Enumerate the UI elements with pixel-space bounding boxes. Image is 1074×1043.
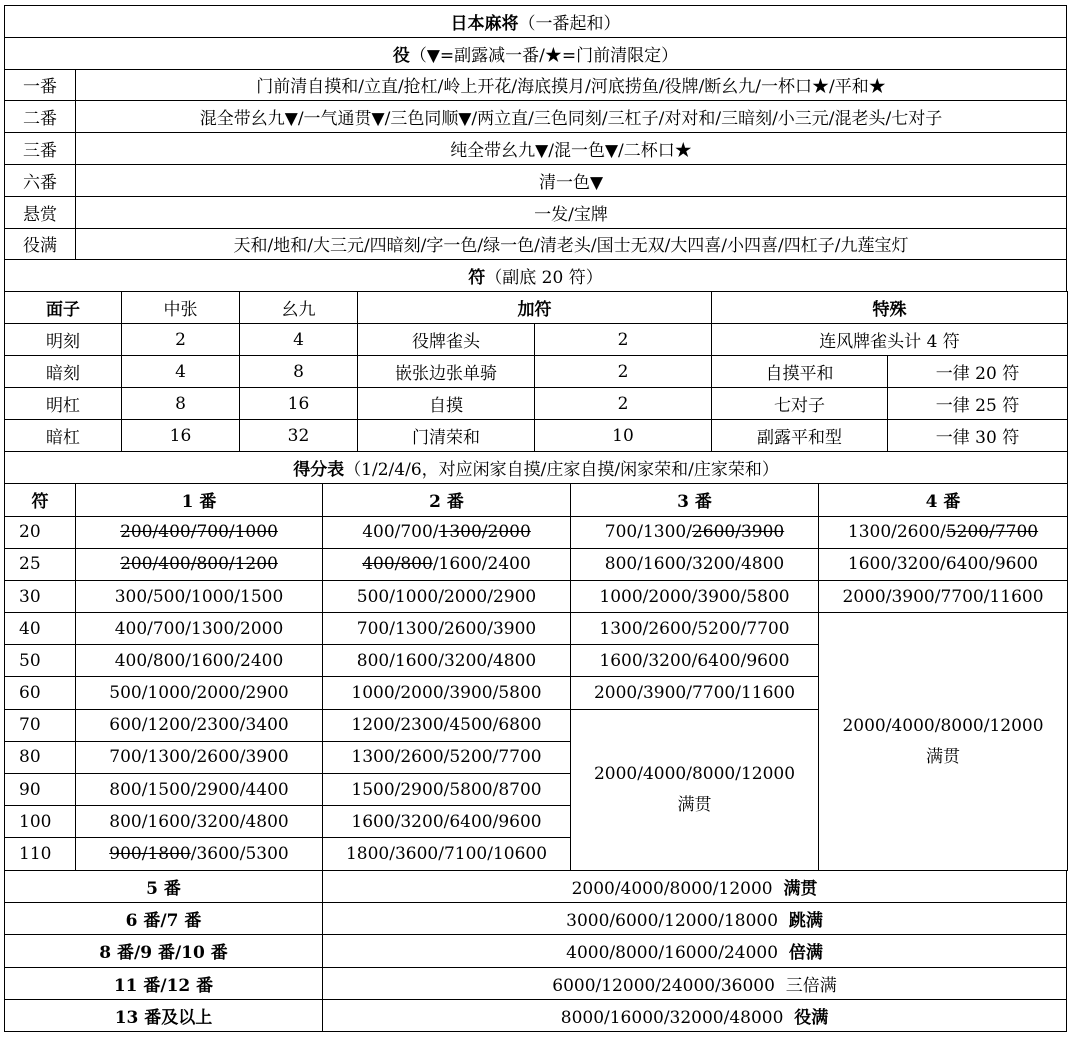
score-cell: 1800/3600/7100/10600 [323,838,571,870]
teshu-label: 七对子 [712,388,888,420]
mangan-label: 满贯 [926,746,960,767]
score-cell: 800/1500/2900/4400 [76,774,323,806]
yaojiu-value: 8 [240,356,358,388]
fu-row [5,356,1068,388]
yaku-label: 二番 [5,101,76,133]
fu-col-header-row [5,292,1068,324]
fu-value: 80 [5,741,76,773]
limit-value-cell: 2000/4000/8000/12000 满贯 [323,870,1067,902]
limit-value-cell: 6000/12000/24000/36000 三倍满 [323,967,1067,999]
yaku-label: 三番 [5,133,76,165]
yaku-header: 役（▼=副露减一番/★=门前清限定） [5,37,1067,69]
jiafu-value: 10 [535,420,712,452]
invalid-score: 5200/7700 [945,522,1039,543]
yaku-list: 门前清自摸和/立直/抢杠/岭上开花/海底摸月/河底捞鱼/役牌/断幺九/一杯口★/平和★ [76,69,1067,101]
score-cell [76,548,323,580]
limit-row [5,967,1067,999]
score-row-25 [5,548,1068,580]
invalid-score: 200/400/700/1000 [120,522,278,543]
teshu-value: 一律 25 符 [888,388,1068,420]
jiafu-value: 2 [535,356,712,388]
invalid-score: 400/800 [362,554,433,575]
score-cell: 800/1600/3200/4800 [76,806,323,838]
zhongzhang-value: 4 [122,356,240,388]
yaojiu-value: 4 [240,324,358,356]
teshu-value: 一律 20 符 [888,356,1068,388]
jiafu-label: 役牌雀头 [358,324,535,356]
score-cell: 2000/3900/7700/11600 [819,580,1068,612]
yaku-row-bonus [5,196,1067,228]
limit-label: 13 番及以上 [5,999,323,1031]
score-cell: 300/500/1000/1500 [76,580,323,612]
fu-value: 25 [5,548,76,580]
limit-row [5,999,1067,1031]
mangan-label: 满贯 [677,795,712,816]
fu-value: 110 [5,838,76,870]
score-cell: 800/1600/3200/4800 [571,548,819,580]
invalid-score: 900/1800 [109,844,191,865]
col-header-mianzi: 面子 [5,292,122,324]
mianzi-label: 明杠 [5,388,122,420]
zhongzhang-value: 2 [122,324,240,356]
yaku-row-6han [5,164,1067,196]
score-row-20 [5,516,1068,548]
mangan-value: 2000/4000/8000/12000 [593,764,796,785]
page-title: 日本麻将（一番起和） [5,6,1067,38]
yaku-list: 天和/地和/大三元/四暗刻/字一色/绿一色/清老头/国士无双/大四喜/小四喜/四杠子/九莲宝灯 [76,228,1067,260]
yaku-list: 纯全带幺九▼/混一色▼/二杯口★ [76,133,1067,165]
score-table [4,451,1068,870]
yaku-list: 清一色▼ [76,164,1067,196]
score-cell: 1600/3200/6400/9600 [323,806,571,838]
score-cell: 1600/3200/6400/9600 [819,548,1068,580]
limit-value-cell: 8000/16000/32000/48000 役满 [323,999,1067,1031]
score-cell: 400/800/1600/2400 [76,645,323,677]
yaku-list: 混全带幺九▼/一气通贯▼/三色同顺▼/两立直/三色同刻/三杠子/对对和/三暗刻/小三元/混老头/七对子 [76,101,1067,133]
fu-value: 50 [5,645,76,677]
invalid-score: 2600/3900 [691,522,785,543]
mianzi-label: 明刻 [5,324,122,356]
limit-value-cell: 3000/6000/12000/18000 跳满 [323,902,1067,934]
score-cell: 400/800/1600/2400 [323,548,571,580]
score-cell: 400/700/1300/2000 [76,613,323,645]
jiafu-label: 门清荣和 [358,420,535,452]
fu-header: 符（副底 20 符） [5,260,1067,292]
fu-table [4,291,1068,452]
fu-value: 90 [5,774,76,806]
fu-value: 20 [5,516,76,548]
yaku-label: 役满 [5,228,76,260]
limit-label: 11 番/12 番 [5,967,323,999]
yaku-header-row [5,37,1067,69]
fu-value: 60 [5,677,76,709]
teshu-label: 副露平和型 [712,420,888,452]
title-row [5,6,1067,38]
col-header-jiafu: 加符 [358,292,712,324]
teshu-value: 一律 30 符 [888,420,1068,452]
fu-row [5,324,1068,356]
yaku-table [4,5,1067,292]
yaojiu-value: 32 [240,420,358,452]
mangan-cell-han4 [819,613,1068,871]
score-col-header-row [5,484,1068,516]
score-cell: 500/1000/2000/2900 [323,580,571,612]
score-cell: 700/1300/2600/3900 [76,741,323,773]
score-cell: 900/1800/3600/5300 [76,838,323,870]
col-header-han1: 1 番 [76,484,323,516]
score-cell: 800/1600/3200/4800 [323,645,571,677]
limit-label: 6 番/7 番 [5,902,323,934]
score-cell: 1500/2900/5800/8700 [323,774,571,806]
score-cell: 1000/2000/3900/5800 [571,580,819,612]
zhongzhang-value: 8 [122,388,240,420]
yaojiu-value: 16 [240,388,358,420]
score-cell: 1300/2600/5200/7700 [819,516,1068,548]
yaku-label: 六番 [5,164,76,196]
mianzi-label: 暗杠 [5,420,122,452]
teshu-text: 连风牌雀头计 4 符 [712,324,1068,356]
limit-row [5,902,1067,934]
score-cell: 1200/2300/4500/6800 [323,709,571,741]
fu-header-row [5,260,1067,292]
mangan-value: 2000/4000/8000/12000 [842,715,1044,736]
score-row-40 [5,613,1068,645]
invalid-score: 200/400/800/1200 [120,554,278,575]
mangan-cell-han3 [571,709,819,870]
fu-value: 100 [5,806,76,838]
zhongzhang-value: 16 [122,420,240,452]
score-cell: 1600/3200/6400/9600 [571,645,819,677]
yaku-row-1han [5,69,1067,101]
teshu-label: 自摸平和 [712,356,888,388]
score-cell: 600/1200/2300/3400 [76,709,323,741]
yaku-row-yakuman [5,228,1067,260]
col-header-han4: 4 番 [819,484,1068,516]
score-cell: 400/700/1300/2000 [323,516,571,548]
yaku-label: 悬赏 [5,196,76,228]
limit-row [5,935,1067,967]
fu-value: 70 [5,709,76,741]
limit-label: 5 番 [5,870,323,902]
score-cell: 1000/2000/3900/5800 [323,677,571,709]
score-header-row [5,452,1068,484]
jiafu-label: 自摸 [358,388,535,420]
col-header-han3: 3 番 [571,484,819,516]
yaku-label: 一番 [5,69,76,101]
score-cell: 700/1300/2600/3900 [571,516,819,548]
limit-table [4,870,1067,1032]
score-row-30 [5,580,1068,612]
limit-row [5,870,1067,902]
jiafu-value: 2 [535,388,712,420]
limit-label: 8 番/9 番/10 番 [5,935,323,967]
fu-row [5,420,1068,452]
score-cell: 500/1000/2000/2900 [76,677,323,709]
jiafu-value: 2 [535,324,712,356]
yaku-row-2han [5,101,1067,133]
yaku-row-3han [5,133,1067,165]
yaku-list: 一发/宝牌 [76,196,1067,228]
fu-row [5,388,1068,420]
col-header-yaojiu: 幺九 [240,292,358,324]
limit-value-cell: 4000/8000/16000/24000 倍满 [323,935,1067,967]
score-cell: 2000/3900/7700/11600 [571,677,819,709]
col-header-han2: 2 番 [323,484,571,516]
col-header-teshu: 特殊 [712,292,1068,324]
col-header-zhongzhang: 中张 [122,292,240,324]
score-cell: 1300/2600/5200/7700 [323,741,571,773]
mahjong-reference-sheet [4,5,1067,1032]
invalid-score: 1300/2000 [438,522,531,543]
col-header-fu: 符 [5,484,76,516]
score-header: 得分表（1/2/4/6，对应闲家自摸/庄家自摸/闲家荣和/庄家荣和） [5,452,1068,484]
score-cell: 700/1300/2600/3900 [323,613,571,645]
fu-value: 30 [5,580,76,612]
score-cell [76,516,323,548]
fu-value: 40 [5,613,76,645]
jiafu-label: 嵌张边张单骑 [358,356,535,388]
mianzi-label: 暗刻 [5,356,122,388]
score-cell: 1300/2600/5200/7700 [571,613,819,645]
